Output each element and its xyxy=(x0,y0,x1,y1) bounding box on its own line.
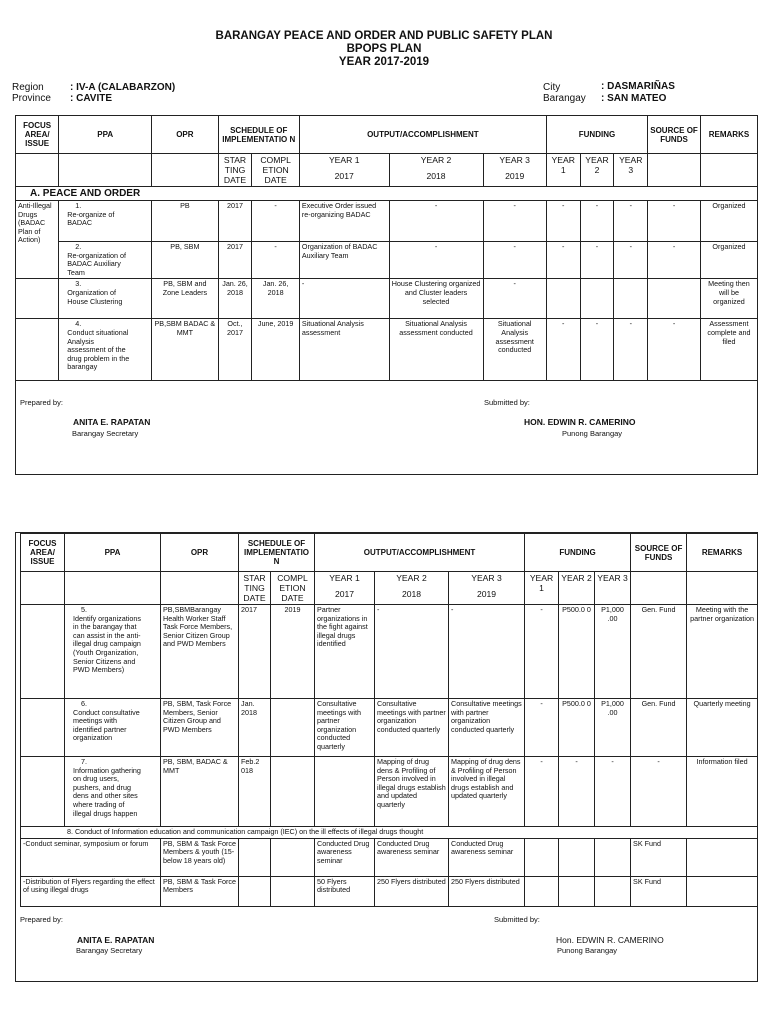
fund-year3-cell xyxy=(614,279,648,319)
section-heading: A. PEACE AND ORDER xyxy=(16,187,758,201)
col-source: SOURCE OF FUNDS xyxy=(648,116,701,154)
fund-year2-cell xyxy=(559,876,595,906)
col-output: OUTPUT/ACCOMPLISHMENT xyxy=(299,116,546,154)
output-year3-cell: Mapping of drug dens & Profiling of Person involved in illegal drugs establish and updated quarterly xyxy=(449,757,525,827)
table-row xyxy=(16,201,758,242)
fund-year1-cell xyxy=(525,838,559,876)
barangay-label: Barangay xyxy=(543,93,586,104)
col-output-year2: YEAR 2 2018 xyxy=(389,154,483,187)
source-cell: - xyxy=(648,201,701,242)
col-completion-date-p2: COMPL ETION DATE xyxy=(271,572,315,605)
table-row xyxy=(21,876,758,906)
submitted-by-title-p2: Punong Barangay xyxy=(557,946,618,955)
fund-year2-cell: - xyxy=(580,201,614,242)
fund-year3-cell: P1,000 .00 xyxy=(595,605,631,699)
completion-date-cell xyxy=(271,876,315,906)
plan-table-page1 xyxy=(15,115,758,381)
col-start-date: STAR TING DATE xyxy=(218,154,252,187)
col-funding: FUNDING xyxy=(546,116,647,154)
fund-year1-cell: - xyxy=(525,699,559,757)
source-cell: Gen. Fund xyxy=(631,699,687,757)
table-row xyxy=(16,242,758,279)
output-year3-cell: - xyxy=(449,605,525,699)
output-year2-cell: 250 Flyers distributed xyxy=(375,876,449,906)
table-row xyxy=(21,838,758,876)
completion-date-cell xyxy=(271,838,315,876)
ppa-cell xyxy=(59,319,152,381)
fund-year3-cell xyxy=(595,838,631,876)
focus-area-cell xyxy=(16,279,59,319)
output-year2-cell: - xyxy=(389,201,483,242)
prepared-by-name-p2: ANITA E. RAPATAN xyxy=(77,935,155,945)
output-year3-cell: 250 Flyers distributed xyxy=(449,876,525,906)
col-ppa-p2: PPA xyxy=(65,534,161,572)
col-opr: OPR xyxy=(152,116,218,154)
source-cell: - xyxy=(648,319,701,381)
start-date-cell: 2017 xyxy=(218,201,252,242)
remarks-cell xyxy=(687,838,758,876)
completion-date-cell: June, 2019 xyxy=(252,319,299,381)
output-year3-cell: Conducted Drug awareness seminar xyxy=(449,838,525,876)
ppa-text: Conduct situational Analysis assessment of the drug problem in the barangay xyxy=(67,327,130,372)
item-number: 4. xyxy=(75,319,82,329)
fund-year1-cell: - xyxy=(546,319,580,381)
opr-cell: PB xyxy=(152,201,218,242)
col-fund-year2-p2: YEAR 2 xyxy=(559,572,595,605)
output-year1-cell: Situational Analysis assessment xyxy=(299,319,389,381)
focus-area-cell xyxy=(16,319,59,381)
output-year3-cell: - xyxy=(483,279,546,319)
ppa-cell: -Distribution of Flyers regarding the effect of using illegal drugs xyxy=(21,876,161,906)
city-value: : DASMARIÑAS xyxy=(601,81,675,92)
output-year3-cell: Situational Analysis assessment conducted xyxy=(483,319,546,381)
source-cell: SK Fund xyxy=(631,876,687,906)
fund-year3-cell: - xyxy=(595,757,631,827)
prepared-by-title-p2: Barangay Secretary xyxy=(76,946,143,955)
output-year3-cell: Consultative meetings with partner organization conducted quarterly xyxy=(449,699,525,757)
fund-year3-cell: - xyxy=(614,201,648,242)
fund-year1-cell: - xyxy=(525,605,559,699)
fund-year2-cell: - xyxy=(559,757,595,827)
col-fund-year3: YEAR 3 xyxy=(614,154,648,187)
table-row xyxy=(16,279,758,319)
fund-year2-cell xyxy=(580,279,614,319)
document-year: YEAR 2017-2019 xyxy=(338,56,430,68)
col-remarks: REMARKS xyxy=(700,116,757,154)
output-year1-cell: - xyxy=(299,279,389,319)
col-remarks-p2: REMARKS xyxy=(687,534,758,572)
completion-date-cell: Jan. 26, 2018 xyxy=(252,279,299,319)
submitted-by-name-p2: Hon. EDWIN R. CAMERINO xyxy=(556,935,664,945)
focus-area-cell xyxy=(21,605,65,699)
remarks-cell xyxy=(687,876,758,906)
item-number: 2. xyxy=(75,242,82,251)
fund-year2-cell: P500.0 0 xyxy=(559,699,595,757)
fund-year2-cell: - xyxy=(580,242,614,279)
output-year1-cell: Partner organizations in the fight against illegal drugs identified xyxy=(315,605,375,699)
col-focus-area: FOCUS AREA/ ISSUE xyxy=(16,116,59,154)
ppa-cell xyxy=(59,242,152,279)
province-value: : CAVITE xyxy=(70,93,113,104)
item-number: 5. xyxy=(81,605,87,614)
prepared-by-label: Prepared by: xyxy=(20,398,63,407)
prepared-by-name: ANITA E. RAPATAN xyxy=(73,417,151,427)
opr-cell: PB,SBMBarangay Health Worker Staff Task Force Members, Senior Citizen Group and PWD Members xyxy=(161,605,239,699)
ppa-text: Conduct consultative meetings with identified partner organization xyxy=(73,707,140,743)
opr-cell: PB, SBM xyxy=(152,242,218,279)
completion-date-cell xyxy=(271,757,315,827)
col-schedule-p2: SCHEDULE OF IMPLEMENTATIO N xyxy=(239,534,315,572)
ppa-cell xyxy=(59,201,152,242)
ppa-cell xyxy=(65,699,161,757)
start-date-cell: Oct., 2017 xyxy=(218,319,252,381)
ppa-text: Re-organization of BADAC Auxiliary Team xyxy=(67,250,126,277)
opr-cell: PB, SBM & Task Force Members & youth (15-below 18 years old) xyxy=(161,838,239,876)
remarks-cell: Organized xyxy=(700,201,757,242)
col-fund-year2: YEAR 2 xyxy=(580,154,614,187)
focus-area-cell: Anti-Illegal Drugs (BADAC Plan of Action) xyxy=(16,201,59,279)
fund-year1-cell: - xyxy=(546,242,580,279)
fund-year1-cell xyxy=(525,876,559,906)
start-date-cell: 2017 xyxy=(239,605,271,699)
output-year1-cell: Executive Order issued re-organizing BADAC xyxy=(299,201,389,242)
col-schedule: SCHEDULE OF IMPLEMENTATIO N xyxy=(218,116,299,154)
output-year3-cell: - xyxy=(483,242,546,279)
ppa-text: Identify organizations in the barangay that can assist in the anti-illegal drug campaign (Youth Organization, Senior Citizens and PWD Members) xyxy=(73,613,141,675)
submitted-by-label-p2: Submitted by: xyxy=(494,915,540,924)
city-label: City xyxy=(543,82,561,93)
prepared-by-title: Barangay Secretary xyxy=(72,429,139,438)
start-date-cell: Jan. 2018 xyxy=(239,699,271,757)
ppa-cell xyxy=(59,279,152,319)
col-completion-date: COMPL ETION DATE xyxy=(252,154,299,187)
remarks-cell: Meeting then will be organized xyxy=(700,279,757,319)
col-fund-year1: YEAR 1 xyxy=(546,154,580,187)
opr-cell: PB, SBM, BADAC & MMT xyxy=(161,757,239,827)
region-value: : IV-A (CALABARZON) xyxy=(70,82,176,93)
province-label: Province xyxy=(12,93,51,104)
output-year2-cell: House Clustering organized and Cluster leaders selected xyxy=(389,279,483,319)
col-fund-year1-p2: YEAR 1 xyxy=(525,572,559,605)
col-output-p2: OUTPUT/ACCOMPLISHMENT xyxy=(315,534,525,572)
col-opr-p2: OPR xyxy=(161,534,239,572)
start-date-cell: Feb.2 018 xyxy=(239,757,271,827)
completion-date-cell xyxy=(271,699,315,757)
fund-year1-cell: - xyxy=(525,757,559,827)
prepared-by-label-p2: Prepared by: xyxy=(20,915,63,924)
col-output-year3-p2: YEAR 3 2019 xyxy=(449,572,525,605)
remarks-cell: Quarterly meeting xyxy=(687,699,758,757)
submitted-by-label: Submitted by: xyxy=(484,398,530,407)
fund-year3-cell: P1,000 .00 xyxy=(595,699,631,757)
item-number: 1. xyxy=(75,201,82,210)
output-year2-cell: - xyxy=(375,605,449,699)
focus-area-cell xyxy=(21,757,65,827)
start-date-cell xyxy=(239,838,271,876)
ppa-text: Organization of House Clustering xyxy=(67,287,123,306)
table-row xyxy=(16,319,758,381)
col-funding-p2: FUNDING xyxy=(525,534,631,572)
ppa-text: Re-organize of BADAC xyxy=(67,209,115,228)
output-year2-cell: - xyxy=(389,242,483,279)
start-date-cell: Jan. 26, 2018 xyxy=(218,279,252,319)
fund-year2-cell: - xyxy=(580,319,614,381)
table-row xyxy=(21,699,758,757)
item-number: 6. xyxy=(81,699,87,708)
source-cell xyxy=(648,279,701,319)
fund-year1-cell: - xyxy=(546,201,580,242)
output-year3-cell: - xyxy=(483,201,546,242)
col-output-year3: YEAR 3 2019 xyxy=(483,154,546,187)
remarks-cell: Organized xyxy=(700,242,757,279)
ppa-cell xyxy=(65,757,161,827)
output-year1-cell: Conducted Drug awareness seminar xyxy=(315,838,375,876)
ppa-cell: -Conduct seminar, symposium or forum xyxy=(21,838,161,876)
col-focus-area-p2: FOCUS AREA/ ISSUE xyxy=(21,534,65,572)
output-year2-cell: Situational Analysis assessment conducted xyxy=(389,319,483,381)
fund-year3-cell xyxy=(595,876,631,906)
barangay-value: : SAN MATEO xyxy=(601,93,667,104)
output-year2-cell: Consultative meetings with partner organization conducted quarterly xyxy=(375,699,449,757)
fund-year1-cell xyxy=(546,279,580,319)
output-year2-cell: Mapping of drug dens & Profiling of Person involved in illegal drugs establish and updated quarterly xyxy=(375,757,449,827)
col-fund-year3-p2: YEAR 3 xyxy=(595,572,631,605)
start-date-cell xyxy=(239,876,271,906)
item-number: 7. xyxy=(81,757,87,766)
source-cell: - xyxy=(648,242,701,279)
remarks-cell: Information filed xyxy=(687,757,758,827)
col-output-year1: YEAR 1 2017 xyxy=(299,154,389,187)
document-title: BARANGAY PEACE AND ORDER AND PUBLIC SAFETY PLAN xyxy=(215,30,553,42)
item-number: 3. xyxy=(75,279,82,289)
output-year1-cell: 50 Flyers distributed xyxy=(315,876,375,906)
completion-date-cell: - xyxy=(252,201,299,242)
output-year1-cell: Consultative meetings with partner organization conducted quarterly xyxy=(315,699,375,757)
table-row xyxy=(21,757,758,827)
submitted-by-name: HON. EDWIN R. CAMERINO xyxy=(524,417,636,427)
col-source-p2: SOURCE OF FUNDS xyxy=(631,534,687,572)
ppa-text: Information gathering on drug users, pushers, and drug dens and other sites where trading of illegal drugs happen xyxy=(73,765,141,818)
table-row xyxy=(21,605,758,699)
output-year1-cell xyxy=(315,757,375,827)
ppa-cell xyxy=(65,605,161,699)
focus-area-cell xyxy=(21,699,65,757)
output-year1-cell: Organization of BADAC Auxiliary Team xyxy=(299,242,389,279)
item8-row: 8. Conduct of Information education and communication campaign (IEC) on the ill effects of illegal drugs thought xyxy=(21,827,758,839)
remarks-cell: Meeting with the partner organization xyxy=(687,605,758,699)
opr-cell: PB, SBM and Zone Leaders xyxy=(152,279,218,319)
opr-cell: PB,SBM BADAC & MMT xyxy=(152,319,218,381)
document-subtitle: BPOPS PLAN xyxy=(346,43,422,55)
remarks-cell: Assessment complete and filed xyxy=(700,319,757,381)
region-label: Region xyxy=(12,82,44,93)
completion-date-cell: - xyxy=(252,242,299,279)
start-date-cell: 2017 xyxy=(218,242,252,279)
col-output-year1-p2: YEAR 1 2017 xyxy=(315,572,375,605)
fund-year2-cell: P500.0 0 xyxy=(559,605,595,699)
col-start-date-p2: STAR TING DATE xyxy=(239,572,271,605)
source-cell: SK Fund xyxy=(631,838,687,876)
opr-cell: PB, SBM, Task Force Members, Senior Citizen Group and PWD Members xyxy=(161,699,239,757)
source-cell: Gen. Fund xyxy=(631,605,687,699)
opr-cell: PB, SBM & Task Force Members xyxy=(161,876,239,906)
completion-date-cell: 2019 xyxy=(271,605,315,699)
submitted-by-title: Punong Barangay xyxy=(562,429,623,438)
fund-year3-cell: - xyxy=(614,242,648,279)
source-cell: - xyxy=(631,757,687,827)
fund-year2-cell xyxy=(559,838,595,876)
col-output-year2-p2: YEAR 2 2018 xyxy=(375,572,449,605)
plan-table-page2 xyxy=(20,533,758,907)
col-ppa: PPA xyxy=(59,116,152,154)
fund-year3-cell: - xyxy=(614,319,648,381)
output-year2-cell: Conducted Drug awareness seminar xyxy=(375,838,449,876)
